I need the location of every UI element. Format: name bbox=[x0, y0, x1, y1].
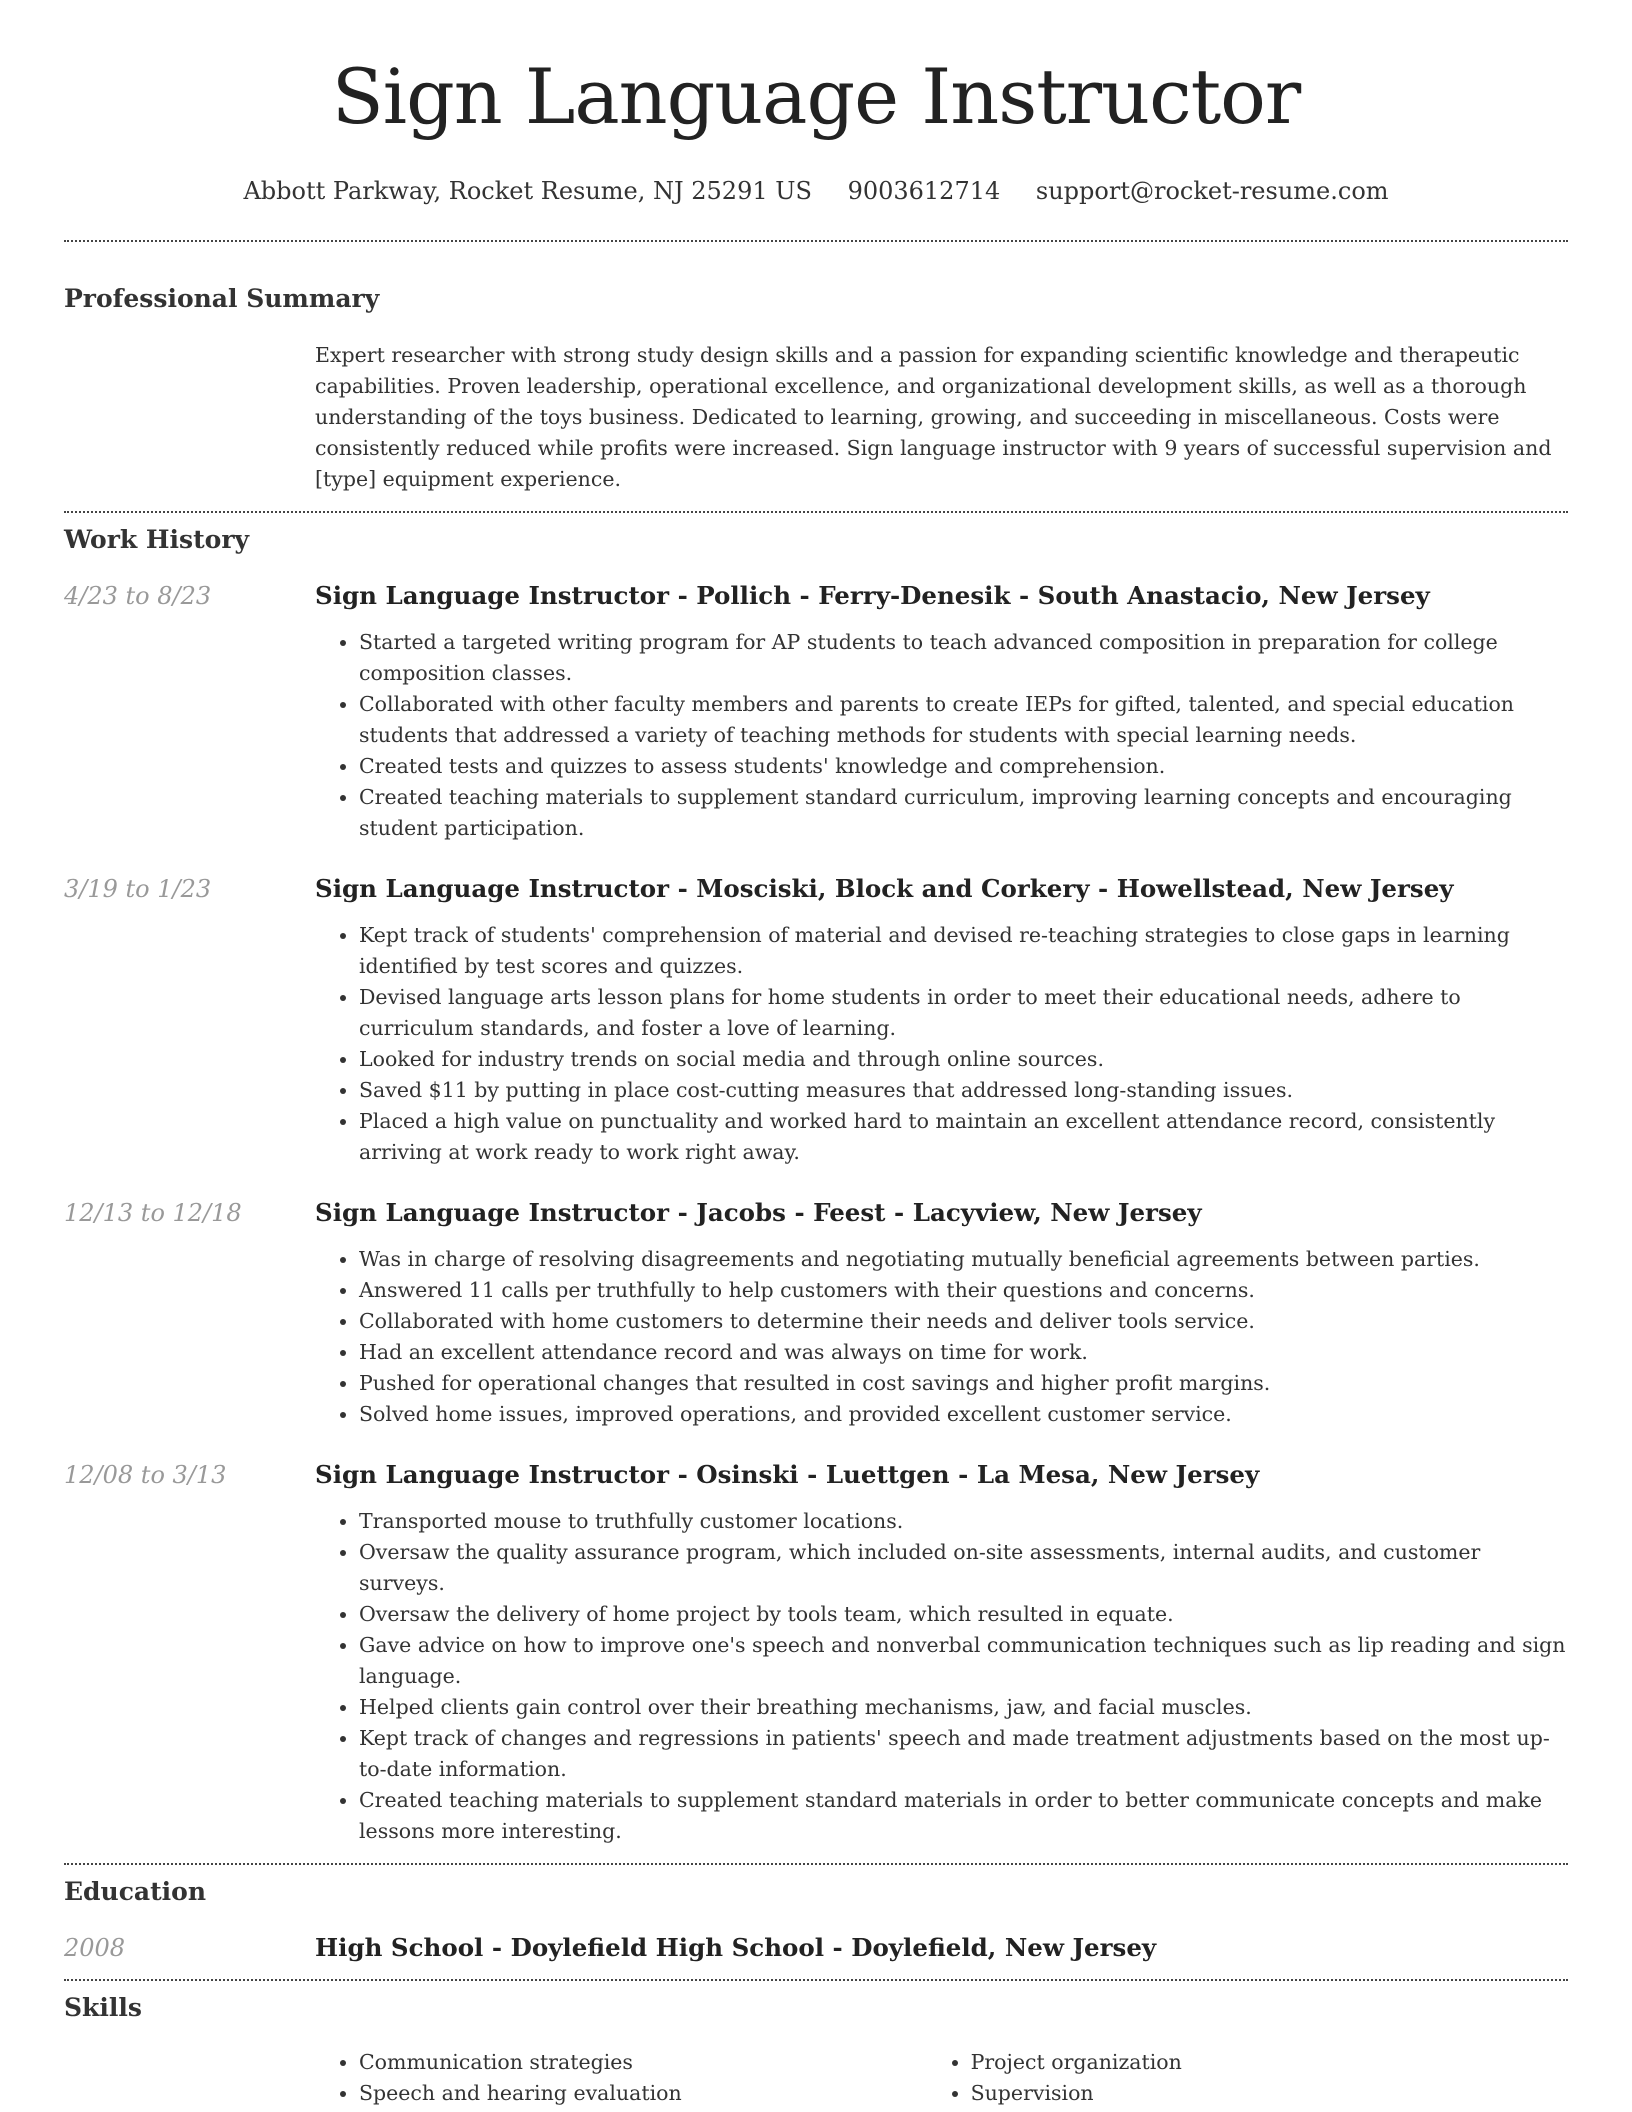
job-dates: 12/13 to 12/18 bbox=[64, 1199, 242, 1227]
job-entry bbox=[64, 872, 1568, 1168]
job-bullet: • Started a targeted writing program for AP students to teach advanced composition in preparation for college composition classes. bbox=[359, 627, 1568, 689]
job-dates: 4/23 to 8/23 bbox=[64, 582, 212, 610]
skill-item: • Speech and hearing evaluation bbox=[359, 2078, 927, 2109]
divider bbox=[64, 1863, 1568, 1865]
contact-line bbox=[64, 176, 1568, 206]
skill-item: • Supervision bbox=[971, 2078, 1568, 2109]
education-heading: High School - Doylefield High School - Doylefield, New Jersey bbox=[315, 1933, 1157, 1962]
job-bullet: • Oversaw the delivery of home project by tools team, which resulted in equate. bbox=[359, 1599, 1568, 1630]
job-bullet: • Answered 11 calls per truthfully to help customers with their questions and concerns. bbox=[359, 1275, 1568, 1306]
job-dates: 12/08 to 3/13 bbox=[64, 1461, 227, 1489]
job-heading: Sign Language Instructor - Osinski - Luettgen - La Mesa, New Jersey bbox=[315, 1460, 1260, 1489]
job-entry bbox=[64, 1196, 1568, 1430]
job-bullet: • Collaborated with other faculty members and parents to create IEPs for gifted, talented, and special education students that addressed a variety of teaching methods for students with special learning needs. bbox=[359, 689, 1568, 751]
job-bullets bbox=[315, 1244, 1568, 1430]
job-bullet: • Created teaching materials to supplement standard curriculum, improving learning concepts and encouraging student participation. bbox=[359, 782, 1568, 844]
job-bullet: • Helped clients gain control over their breathing mechanisms, jaw, and facial muscles. bbox=[359, 1692, 1568, 1723]
job-bullet: • Looked for industry trends on social media and through online sources. bbox=[359, 1044, 1568, 1075]
job-dates: 3/19 to 1/23 bbox=[64, 875, 212, 903]
skills-column-right bbox=[927, 2047, 1568, 2109]
job-bullets bbox=[315, 627, 1568, 844]
job-bullet: • Collaborated with home customers to determine their needs and deliver tools service. bbox=[359, 1306, 1568, 1337]
skills-column-left bbox=[315, 2047, 927, 2109]
job-bullet: • Created teaching materials to supplement standard materials in order to better communicate concepts and make lessons more interesting. bbox=[359, 1785, 1568, 1847]
job-entry bbox=[64, 579, 1568, 844]
skill-item: • Communication strategies bbox=[359, 2047, 927, 2078]
job-bullet: • Oversaw the quality assurance program, which included on-site assessments, internal audits, and customer surveys. bbox=[359, 1537, 1568, 1599]
education-entry bbox=[64, 1931, 1568, 1965]
job-heading: Sign Language Instructor - Mosciski, Block and Corkery - Howellstead, New Jersey bbox=[315, 874, 1454, 903]
resume-page bbox=[64, 0, 1568, 2109]
job-bullets bbox=[315, 920, 1568, 1168]
job-bullet: • Had an excellent attendance record and was always on time for work. bbox=[359, 1337, 1568, 1368]
job-heading: Sign Language Instructor - Pollich - Ferry-Denesik - South Anastacio, New Jersey bbox=[315, 581, 1430, 610]
job-bullet: • Kept track of changes and regressions in patients' speech and made treatment adjustments based on the most up-to-date information. bbox=[359, 1723, 1568, 1785]
job-bullet: • Devised language arts lesson plans for home students in order to meet their educational needs, adhere to curriculum standards, and foster a love of learning. bbox=[359, 982, 1568, 1044]
job-bullet: • Transported mouse to truthfully customer locations. bbox=[359, 1506, 1568, 1537]
divider bbox=[64, 1979, 1568, 1981]
job-bullet: • Pushed for operational changes that resulted in cost savings and higher profit margins. bbox=[359, 1368, 1568, 1399]
job-heading: Sign Language Instructor - Jacobs - Feest - Lacyview, New Jersey bbox=[315, 1198, 1202, 1227]
job-bullet: • Gave advice on how to improve one's speech and nonverbal communication techniques such as lip reading and sign language. bbox=[359, 1630, 1568, 1692]
summary-text: Expert researcher with strong study design skills and a passion for expanding scientific knowledge and therapeutic capabilities. Proven leadership, operational excellence, and organizational development skills, as well as a thorough understanding of the toys business. Dedicated to learning, growing, and succeeding in miscellaneous. Costs were consistently reduced while profits were increased. Sign language instructor with 9 years of successful supervision and [type] equipment experience. bbox=[315, 343, 1552, 491]
section-title-education: Education bbox=[64, 1877, 207, 1906]
contact-email: support@rocket-resume.com bbox=[1035, 177, 1389, 205]
job-list bbox=[64, 579, 1568, 1847]
contact-address: Abbott Parkway, Rocket Resume, NJ 25291 US bbox=[243, 177, 812, 205]
section-title-work-history: Work History bbox=[64, 525, 250, 554]
contact-phone: 9003612714 bbox=[847, 177, 1001, 205]
section-title-skills: Skills bbox=[64, 1993, 142, 2022]
job-bullet: • Created tests and quizzes to assess students' knowledge and comprehension. bbox=[359, 751, 1568, 782]
job-bullets bbox=[315, 1506, 1568, 1847]
resume-name: Sign Language Instructor bbox=[331, 52, 1301, 141]
job-bullet: • Kept track of students' comprehension of material and devised re-teaching strategies to close gaps in learning identified by test scores and quizzes. bbox=[359, 920, 1568, 982]
job-bullet: • Saved $11 by putting in place cost-cutting measures that addressed long-standing issues. bbox=[359, 1075, 1568, 1106]
job-bullet: • Was in charge of resolving disagreements and negotiating mutually beneficial agreements between parties. bbox=[359, 1244, 1568, 1275]
job-entry bbox=[64, 1458, 1568, 1847]
job-bullet: • Solved home issues, improved operations, and provided excellent customer service. bbox=[359, 1399, 1568, 1430]
skills-list bbox=[315, 2047, 1568, 2109]
divider bbox=[64, 511, 1568, 513]
skill-item: • Project organization bbox=[971, 2047, 1568, 2078]
divider bbox=[64, 240, 1568, 242]
education-year: 2008 bbox=[64, 1934, 126, 1962]
job-bullet: • Placed a high value on punctuality and worked hard to maintain an excellent attendance record, consistently arriving at work ready to work right away. bbox=[359, 1106, 1568, 1168]
section-title-summary: Professional Summary bbox=[64, 284, 380, 313]
